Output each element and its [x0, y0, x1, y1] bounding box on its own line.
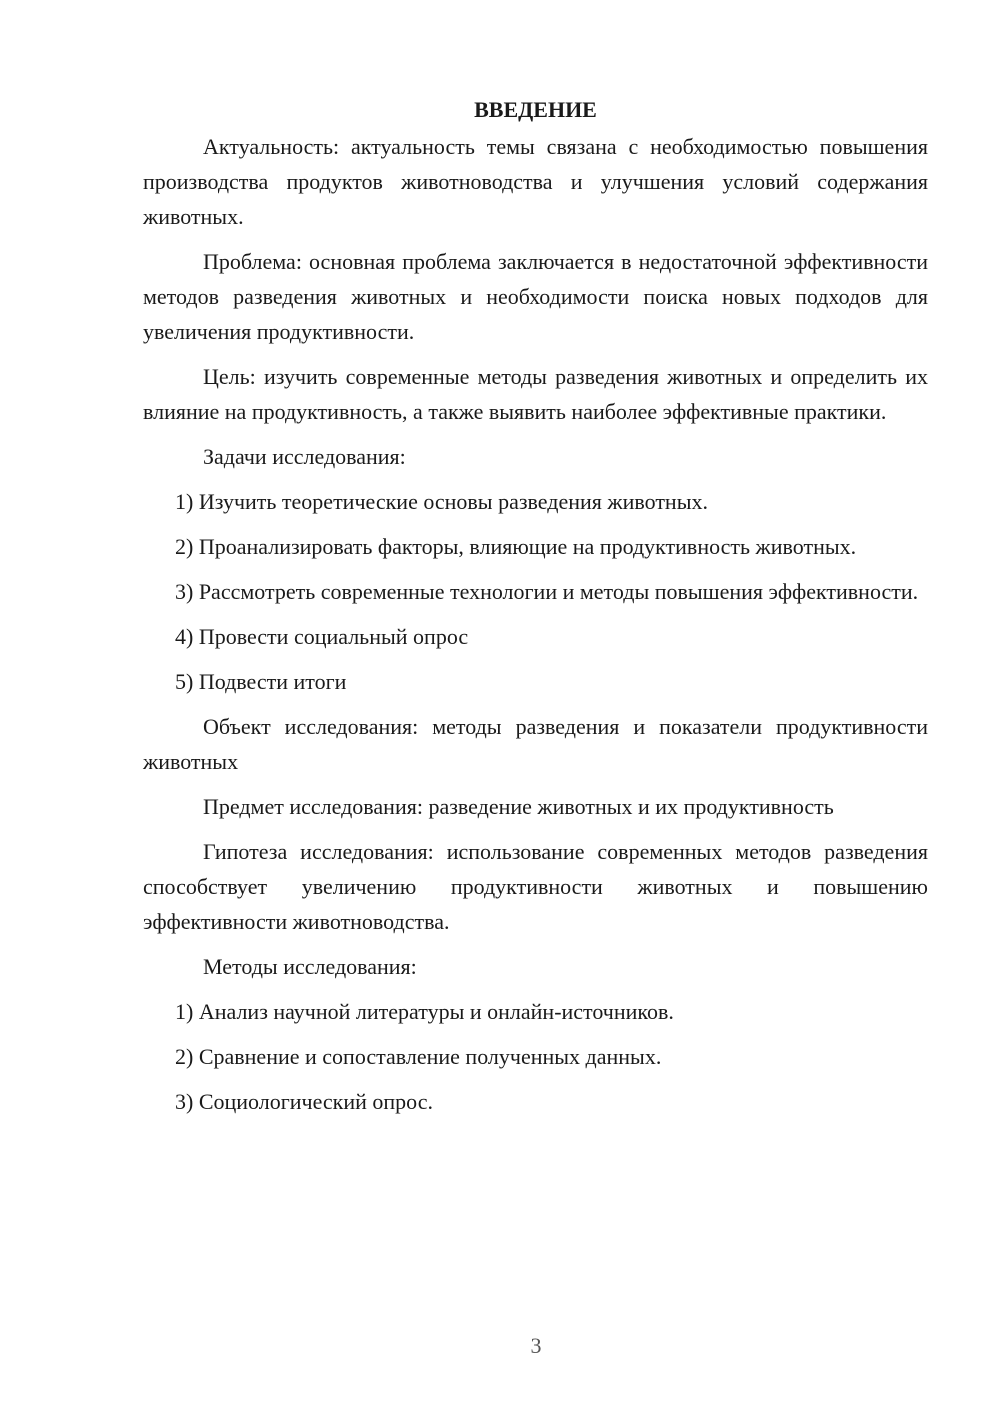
goal-paragraph: Цель: изучить современные методы разведения животных и определить их влияние на продуктивность, а также выявить наиболее эффективные практики.: [143, 364, 928, 424]
subject-paragraph: Предмет исследования: разведение животных и их продуктивность: [203, 794, 834, 819]
page-number: 3: [530, 1333, 542, 1358]
problem-paragraph: Проблема: основная проблема заключается в недостаточной эффективности методов разведения животных и необходимости поиска новых подходов для увеличения продуктивности.: [143, 249, 928, 344]
method-item: 3) Социологический опрос.: [175, 1089, 433, 1114]
method-item: 1) Анализ научной литературы и онлайн-источников.: [175, 999, 674, 1024]
task-item: 2) Проанализировать факторы, влияющие на продуктивность животных.: [175, 534, 857, 559]
task-item: 5) Подвести итоги: [175, 669, 347, 694]
section-title: ВВЕДЕНИЕ: [474, 97, 597, 122]
task-item: 1) Изучить теоретические основы разведения животных.: [175, 489, 708, 514]
relevance-paragraph: Актуальность: актуальность темы связана с необходимостью повышения производства продуктов животноводства и улучшения условий содержания животных.: [143, 134, 928, 229]
methods-heading: Методы исследования:: [203, 954, 417, 979]
task-item: 3) Рассмотреть современные технологии и методы повышения эффективности.: [175, 579, 919, 604]
document-page: [143, 92, 928, 1129]
object-paragraph: Объект исследования: методы разведения и показатели продуктивности животных: [143, 714, 928, 774]
tasks-heading: Задачи исследования:: [203, 444, 406, 469]
hypothesis-paragraph: Гипотеза исследования: использование современных методов разведения способствует увеличению продуктивности животных и повышению эффективности животноводства.: [143, 839, 928, 934]
task-item: 4) Провести социальный опрос: [175, 624, 469, 649]
method-item: 2) Сравнение и сопоставление полученных данных.: [175, 1044, 662, 1069]
